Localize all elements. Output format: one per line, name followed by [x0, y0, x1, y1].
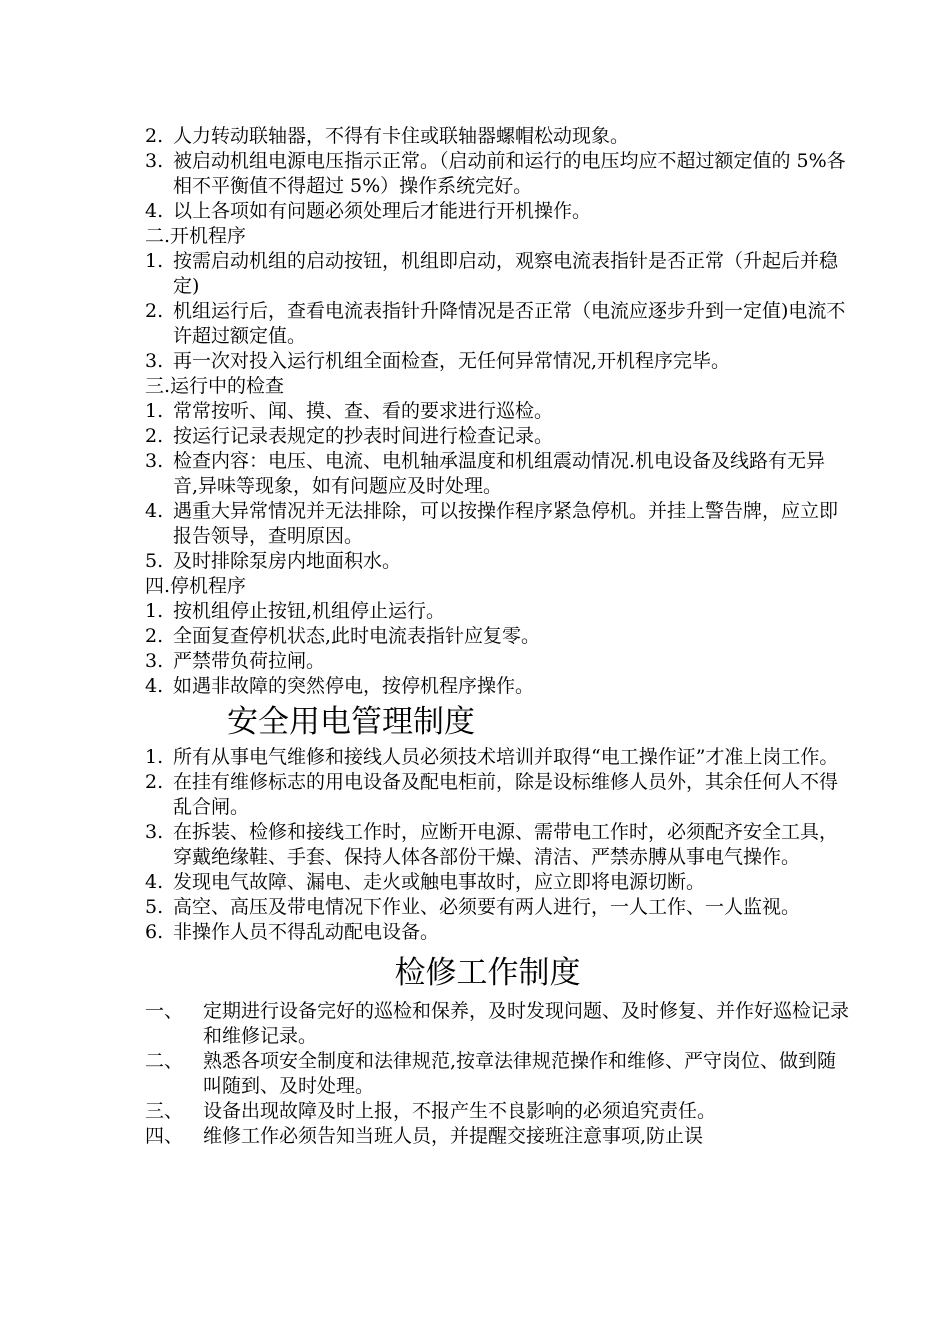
- list-item: [145, 449, 850, 499]
- item-number: 3.: [145, 650, 164, 672]
- item-text: 高空、高压及带电情况下作业、必须要有两人进行，一人工作、一人监视。: [173, 896, 801, 918]
- item-number: 2.: [145, 425, 164, 447]
- item-number: 3.: [145, 821, 164, 843]
- safety-title: 安全用电管理制度: [227, 704, 475, 740]
- list-item: [145, 249, 850, 299]
- item-text: 所有从事电气维修和接线人员必须技术培训并取得“电工操作证”才准上岗工作。: [173, 746, 839, 768]
- list-item: [145, 399, 850, 424]
- maintenance-title: 检修工作制度: [394, 955, 581, 991]
- item-text: 以上各项如有问题必须处理后才能进行开机操作。: [173, 200, 592, 222]
- item-number: 4.: [145, 200, 164, 222]
- item-number: 1.: [145, 600, 164, 622]
- list-item: [145, 199, 850, 224]
- item-number: 1.: [145, 400, 164, 422]
- list-item: [145, 895, 850, 920]
- item-text: 再一次对投入运行机组全面检查，无任何异常情况,开机程序完毕。: [173, 350, 731, 372]
- item-number: 3.: [145, 350, 164, 372]
- list-item: [145, 870, 850, 895]
- maintenance-list: [145, 999, 850, 1149]
- item-number: 4.: [145, 500, 164, 522]
- list-item: [145, 770, 850, 820]
- item-text: 被启动机组电源电压指示正常。（启动前和运行的电压均应不超过额定值的 5%各相不平衡值不得超过 5%）操作系统完好。: [173, 150, 846, 197]
- item-number: 1.: [145, 250, 164, 272]
- list-item: [145, 745, 850, 770]
- list-item: [145, 424, 850, 449]
- item-text: 非操作人员不得乱动配电设备。: [173, 921, 440, 943]
- list-item: [145, 624, 850, 649]
- section-startup: [145, 224, 850, 374]
- section-heading: 四.停机程序: [145, 575, 247, 597]
- item-number: 5.: [145, 550, 164, 572]
- item-text: 常常按听、闻、摸、查、看的要求进行巡检。: [173, 400, 554, 422]
- section-heading: 二.开机程序: [145, 225, 247, 247]
- list-item: [145, 1099, 850, 1124]
- item-number: 3.: [145, 150, 164, 172]
- item-number: 四、: [145, 1125, 184, 1147]
- item-number: 2.: [145, 300, 164, 322]
- list-item: [145, 1049, 850, 1099]
- list-item: [145, 549, 850, 574]
- item-text: 熟悉各项安全制度和法律规范,按章法律规范操作和维修、严守岗位、做到随叫随到、及时处理。: [203, 1050, 837, 1097]
- item-text: 发现电气故障、漏电、走火或触电事故时，应立即将电源切断。: [173, 871, 706, 893]
- item-text: 按需启动机组的启动按钮，机组即启动，观察电流表指针是否正常（升起后并稳定): [173, 250, 839, 297]
- list-item: [145, 649, 850, 674]
- section-shutdown: [145, 574, 850, 699]
- item-text: 及时排除泵房内地面积水。: [173, 550, 402, 572]
- list-item: [145, 299, 850, 349]
- list-item: [145, 124, 850, 149]
- list-item: [145, 674, 850, 699]
- item-number: 1.: [145, 746, 164, 768]
- list-item: [145, 1124, 850, 1149]
- item-number: 2.: [145, 125, 164, 147]
- section-heading: 三.运行中的检查: [145, 375, 285, 397]
- item-number: 4.: [145, 871, 164, 893]
- item-number: 一、: [145, 1000, 184, 1022]
- item-number: 2.: [145, 771, 164, 793]
- item-text: 在拆装、检修和接线工作时，应断开电源、需带电工作时，必须配齐安全工具，穿戴绝缘鞋、手套、保持人体各部份干燥、清洁、严禁赤膊从事电气操作。: [173, 821, 839, 868]
- item-text: 设备出现故障及时上报，不报产生不良影响的必须追究责任。: [203, 1100, 717, 1122]
- top-list: [145, 124, 850, 224]
- item-number: 二、: [145, 1050, 184, 1072]
- list-item: [145, 999, 850, 1049]
- item-text: 严禁带负荷拉闸。: [173, 650, 326, 672]
- list-item: [145, 820, 850, 870]
- section-running-check: [145, 374, 850, 574]
- list-item: [145, 149, 850, 199]
- item-number: 6.: [145, 921, 164, 943]
- item-text: 维修工作必须告知当班人员，并提醒交接班注意事项,防止误: [203, 1125, 704, 1147]
- item-text: 遇重大异常情况并无法排除，可以按操作程序紧急停机。并挂上警告牌，应立即报告领导，查明原因。: [173, 500, 839, 547]
- item-text: 如遇非故障的突然停电，按停机程序操作。: [173, 675, 535, 697]
- item-text: 机组运行后，查看电流表指针升降情况是否正常（电流应逐步升到一定值)电流不许超过额定值。: [173, 300, 846, 347]
- list-item: [145, 499, 850, 549]
- item-text: 检查内容：电压、电流、电机轴承温度和机组震动情况.机电设备及线路有无异音,异味等现象，如有问题应及时处理。: [173, 450, 826, 497]
- safety-list: [145, 745, 850, 945]
- item-number: 4.: [145, 675, 164, 697]
- item-number: 三、: [145, 1100, 184, 1122]
- item-text: 在挂有维修标志的用电设备及配电柜前，除是设标维修人员外，其余任何人不得乱合闸。: [173, 771, 839, 818]
- item-text: 按机组停止按钮,机组停止运行。: [173, 600, 446, 622]
- item-text: 全面复查停机状态,此时电流表指针应复零。: [173, 625, 541, 647]
- item-text: 按运行记录表规定的抄表时间进行检查记录。: [173, 425, 554, 447]
- list-item: [145, 920, 850, 945]
- item-text: 人力转动联轴器，不得有卡住或联轴器螺帽松动现象。: [173, 125, 630, 147]
- item-number: 5.: [145, 896, 164, 918]
- item-number: 3.: [145, 450, 164, 472]
- item-number: 2.: [145, 625, 164, 647]
- list-item: [145, 349, 850, 374]
- list-item: [145, 599, 850, 624]
- item-text: 定期进行设备完好的巡检和保养，及时发现问题、及时修复、并作好巡检记录和维修记录。: [203, 1000, 850, 1047]
